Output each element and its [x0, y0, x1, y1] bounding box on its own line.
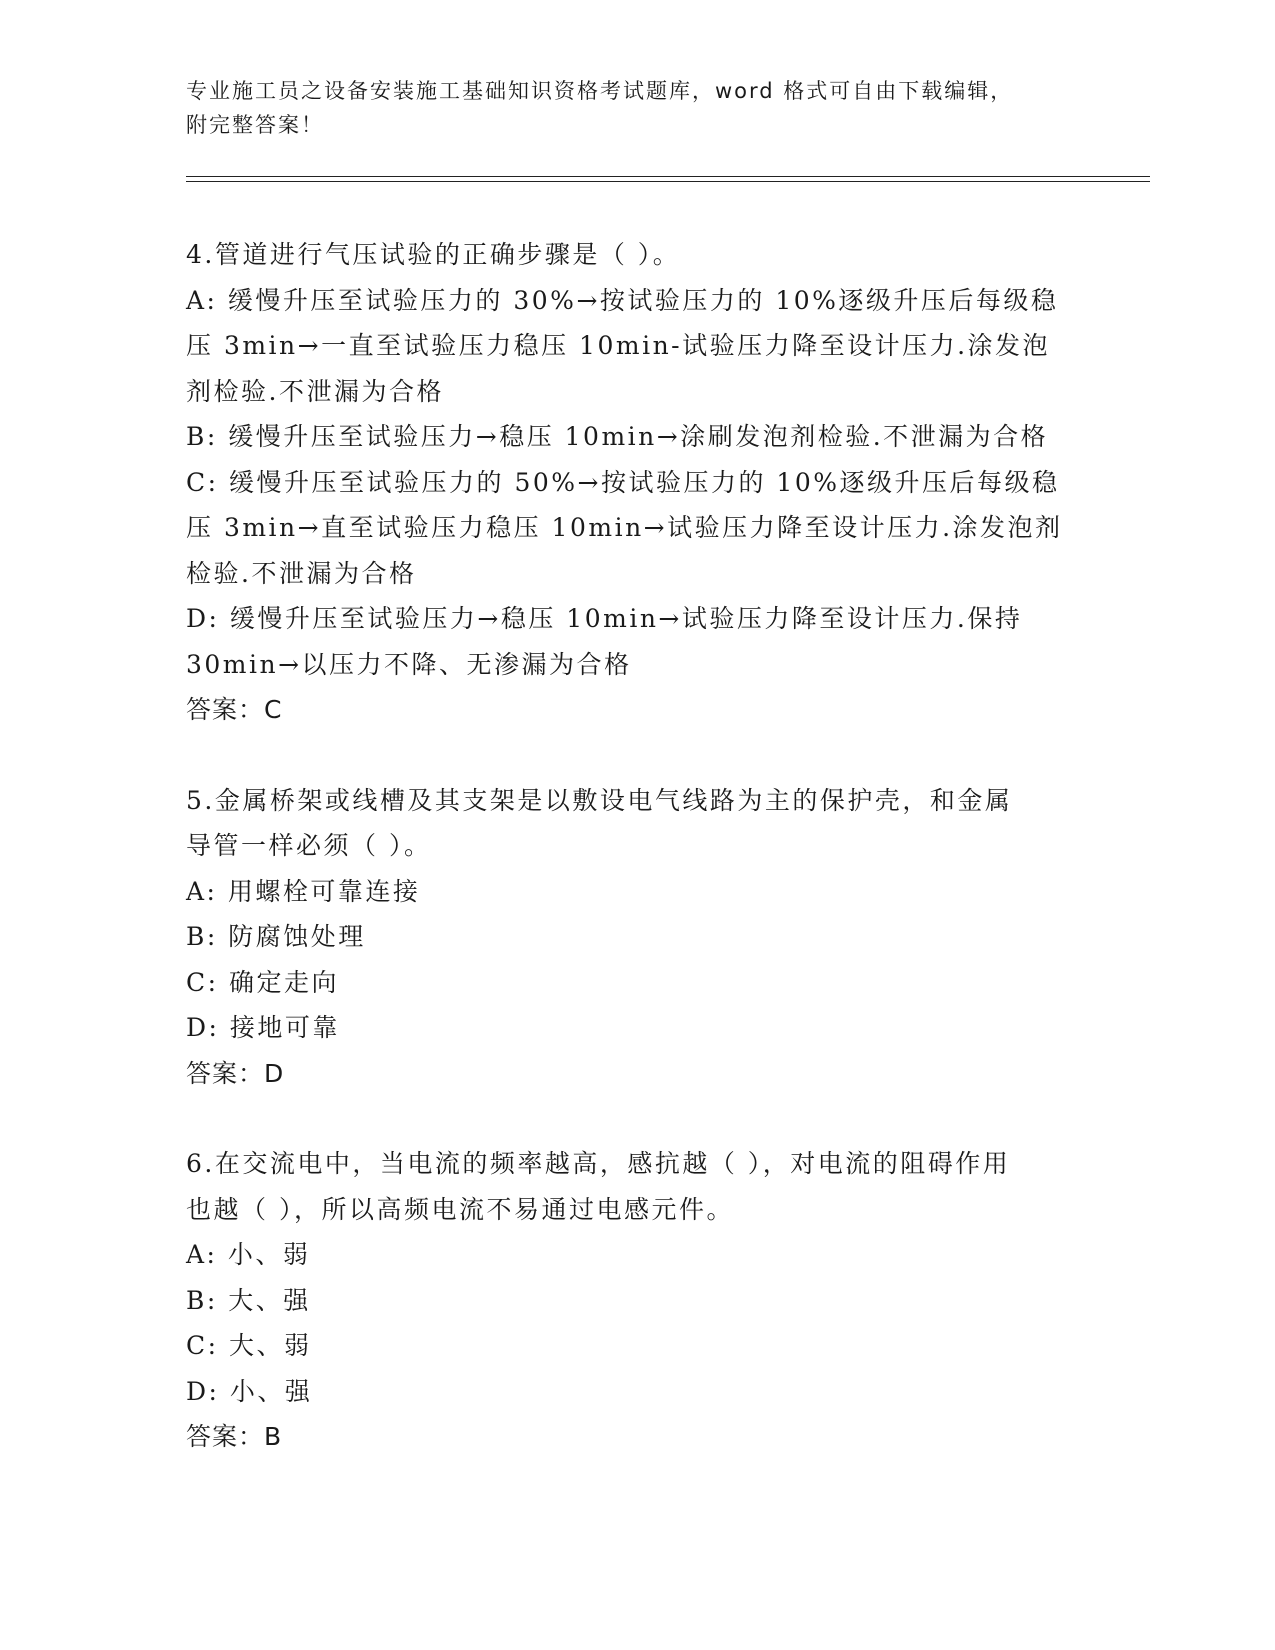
option-c-cont: 压 3min→直至试验压力稳压 10min→试验压力降至设计压力.涂发泡剂	[186, 513, 1063, 542]
option-a-cont: 压 3min→一直至试验压力稳压 10min-试验压力降至设计压力.涂发泡	[186, 331, 1051, 360]
document-header	[186, 74, 1066, 142]
option-a: A: 用螺栓可靠连接	[186, 876, 421, 906]
header-line: 专业施工员之设备安装施工基础知识资格考试题库，word 格式可自由下载编辑，	[186, 79, 1014, 103]
question-stem: 5.金属桥架或线槽及其支架是以敷设电气线路为主的保护壳，和金属	[186, 785, 1013, 815]
option-d: D: 接地可靠	[186, 1013, 340, 1042]
answer-label: 答案：B	[186, 1422, 283, 1451]
question-6	[186, 1141, 1066, 1460]
question-stem: 6.在交流电中，当电流的频率越高，感抗越（ ），对电流的阻碍作用	[186, 1149, 1011, 1178]
answer-label: 答案：C	[186, 695, 283, 724]
question-stem-cont: 导管一样必须（ ）。	[186, 831, 432, 860]
option-a-cont: 剂检验.不泄漏为合格	[186, 376, 444, 406]
option-c: C: 缓慢升压至试验压力的 50%→按试验压力的 10%逐级升压后每级稳	[186, 467, 1060, 497]
option-d: D: 小、强	[186, 1376, 313, 1406]
header-line: 附完整答案！	[186, 113, 324, 137]
header-divider	[186, 181, 1150, 182]
answer-label: 答案：D	[186, 1058, 285, 1088]
question-5	[186, 778, 1066, 1097]
option-a: A: 小、弱	[186, 1240, 311, 1269]
option-b: B: 防腐蚀处理	[186, 922, 366, 951]
question-list	[186, 232, 1066, 1505]
question-4	[186, 232, 1066, 733]
question-stem: 4.管道进行气压试验的正确步骤是（ ）。	[186, 240, 681, 269]
option-c: C: 大、弱	[186, 1331, 312, 1360]
option-c: C: 确定走向	[186, 967, 339, 997]
option-c-cont: 检验.不泄漏为合格	[186, 558, 417, 588]
option-b: B: 大、强	[186, 1285, 311, 1315]
option-d: D: 缓慢升压至试验压力→稳压 10min→试验压力降至设计压力.保持	[186, 604, 1023, 633]
option-d-cont: 30min→以压力不降、无渗漏为合格	[186, 649, 632, 679]
question-stem-cont: 也越（ ），所以高频电流不易通过电感元件。	[186, 1194, 734, 1224]
header-divider	[186, 176, 1150, 177]
option-b: B: 缓慢升压至试验压力→稳压 10min→涂刷发泡剂检验.不泄漏为合格	[186, 422, 1049, 451]
option-a: A: 缓慢升压至试验压力的 30%→按试验压力的 10%逐级升压后每级稳	[186, 285, 1059, 315]
